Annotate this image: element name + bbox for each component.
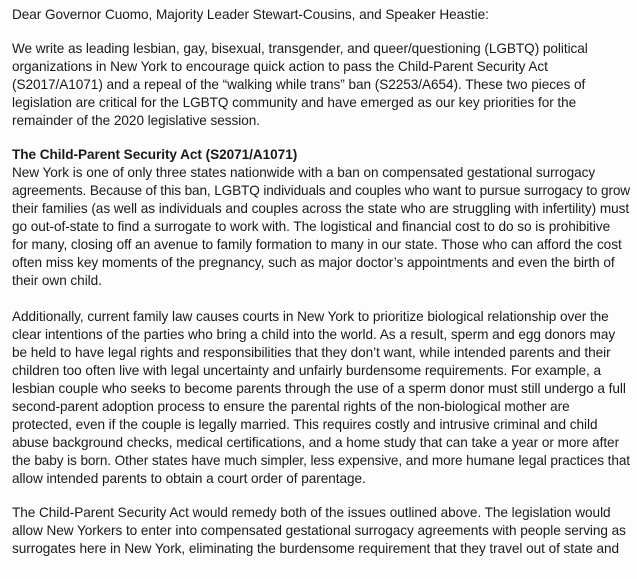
intro-line: legislation are critical for the LGBTQ community and have emerged as our key priorities for the: [12, 95, 577, 110]
salutation: Dear Governor Cuomo, Majority Leader Stewart-Cousins, and Speaker Heastie:: [12, 7, 489, 22]
paragraph-line: often miss key moments of the pregnancy, such as major doctor’s appointments and even the birth of: [12, 255, 615, 270]
paragraph-line: surrogates here in New York, eliminating the burdensome requirement that they travel out of state and: [12, 541, 620, 556]
intro-line: remainder of the 2020 legislative session.: [12, 113, 261, 128]
paragraph-line: their families (as well as individuals and couples across the state who are struggling with infertility) must: [12, 201, 630, 216]
paragraph-line: protected, even if the couple is legally married. This requires costly and intrusive criminal and child: [12, 417, 598, 432]
paragraph-line: The Child-Parent Security Act would remedy both of the issues outlined above. The legislation would: [12, 505, 611, 520]
paragraph-line: for many, closing off an avenue to family formation to many in our state. Those who can afford the cost: [12, 237, 622, 252]
paragraph-line: go out-of-state to find a surrogate to work with. The logistical and financial cost to do so is prohibitive: [12, 219, 611, 234]
paragraph-line: agreements. Because of this ban, LGBTQ individuals and couples who want to pursue surrogacy to grow: [12, 183, 630, 198]
paragraph-line: lesbian couple who seeks to become parents through the use of a sperm donor must still undergo a full: [12, 381, 626, 396]
paragraph-line: abuse background checks, medical certifications, and a home study that can take a year or more after: [12, 435, 620, 450]
paragraph-line: allow intended parents to obtain a court order of parentage.: [12, 471, 366, 486]
intro-line: We write as leading lesbian, gay, bisexual, transgender, and queer/questioning (LGBTQ) political: [12, 41, 588, 56]
paragraph-line: Additionally, current family law causes courts in New York to prioritize biological relationship over the: [12, 309, 609, 324]
paragraph-line: the baby is born. Other states have much simpler, less expensive, and more humane legal practices that: [12, 453, 630, 468]
intro-line: (S2017/A1071) and a repeal of the “walking while trans” ban (S2253/A654). These two pieces of: [12, 77, 586, 92]
paragraph-line: their own child.: [12, 273, 102, 288]
paragraph-line: New York is one of only three states nationwide with a ban on compensated gestational surrogacy: [12, 165, 596, 180]
paragraph-line: allow New Yorkers to enter into compensated gestational surrogacy agreements with people serving as: [12, 523, 626, 538]
section-heading: The Child-Parent Security Act (S2071/A1071): [12, 147, 298, 162]
paragraph-line: second-parent adoption process to ensure the parental rights of the non-biological mother are: [12, 399, 570, 414]
paragraph-line: clear intentions of the parties who bring a child into the world. As a result, sperm and egg donors may: [12, 327, 616, 342]
paragraph-line: be held to have legal rights and responsibilities that they don’t want, while intended parents and their: [12, 345, 611, 360]
paragraph-line: children too often live with legal uncertainty and unfairly burdensome requirements. For example, a: [12, 363, 601, 378]
intro-line: organizations in New York to encourage quick action to pass the Child-Parent Security Act: [12, 59, 548, 74]
